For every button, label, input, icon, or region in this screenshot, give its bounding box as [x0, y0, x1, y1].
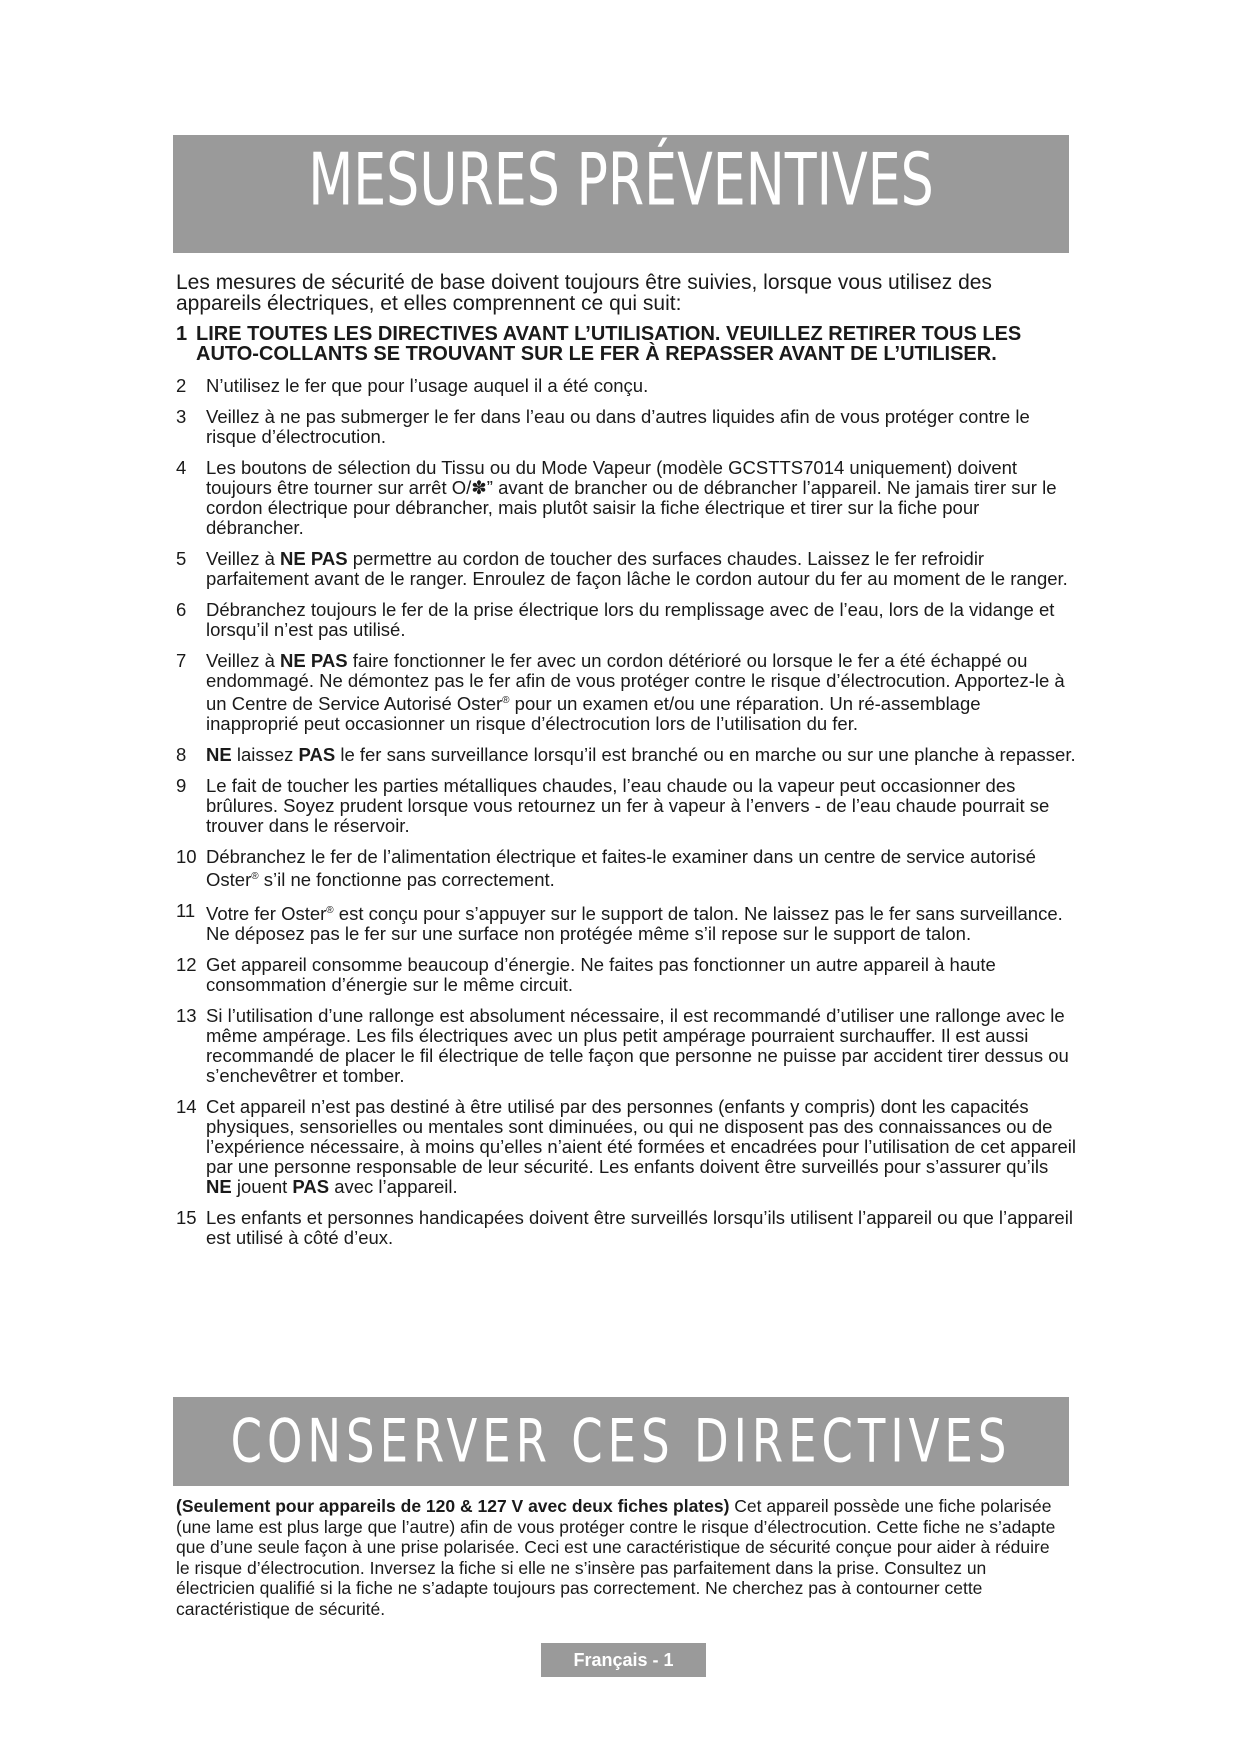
item-number: 15	[176, 1207, 197, 1229]
item-text: Veillez à	[206, 548, 281, 569]
item-text: est conçu pour s’appuyer sur le support de talon. Ne laissez pas le fer sans surveillance. Ne déposez pas le fer sur une surface non protégée même s’il repose sur le support de talon.	[206, 903, 1063, 945]
item-number: 11	[176, 900, 196, 922]
item-number: 3	[176, 406, 187, 427]
list-item	[176, 651, 1076, 734]
item-emphasis: PAS	[292, 1176, 330, 1198]
item-number: 6	[176, 599, 187, 620]
item-emphasis: NE	[206, 744, 232, 766]
item-text: jouent	[231, 1176, 293, 1198]
item-emphasis: NE	[206, 1176, 232, 1198]
item-text: Veillez à	[206, 650, 281, 671]
note-text: Cet appareil possède une fiche polarisée (une lame est plus large que l’autre) afin de vous protéger contre le risque d’électrocution. Cette fiche ne s’adapte que d’une seule façon à une prise polarisée. Ceci est une caractéristique de sécurité conçue pour aider à réduire le risque d’électrocution. Inversez la fiche si elle ne s’insère pas parfaitement dans la prise. Consultez un électricien qualifié si la fiche ne s’adapte toujours pas correctement. Ne cherchez pas à contourner cette caractéristique de sécurité.	[176, 1496, 1056, 1619]
intro-text: Les mesures de sécurité de base doivent toujours être suivies, lorsque vous utilisez des appareils électriques, et elles comprennent ce qui suit:	[176, 271, 992, 315]
page-number-badge: Français - 1	[541, 1643, 706, 1677]
registered-mark: ®	[502, 695, 510, 706]
item-text: Si l’utilisation d’une rallonge est absolument nécessaire, il est recommandé d’utiliser une rallonge avec le même ampérage. Les fils électriques avec un plus petit ampérage pourraient surchauffer. Il est aussi recommandé de placer le fil électrique de telle façon que personne ne puisse par accident tirer dessus ou s’enchevêtrer et tomber.	[206, 1005, 1069, 1087]
list-item	[176, 458, 1076, 538]
registered-mark: ®	[251, 871, 259, 883]
item-number: 10	[176, 846, 197, 868]
list-item	[176, 955, 1076, 995]
item-text: Débranchez toujours le fer de la prise électrique lors du remplissage avec de l’eau, lors de la vidange et lorsqu’il n’est pas utilisé.	[206, 599, 1055, 640]
item-number: 5	[176, 548, 187, 569]
item-number: 2	[176, 375, 187, 396]
list-item	[176, 847, 1076, 890]
save-directives-title: CONSERVER CES DIRECTIVES	[230, 1406, 1012, 1476]
item-number: 1	[176, 323, 188, 345]
item-text: permettre au cordon de toucher des surfaces chaudes. Laissez le fer refroidir parfaitement avant de le ranger. Enroulez de façon lâche le cordon autour du fer au moment de le ranger.	[206, 548, 1068, 589]
item-text: Les boutons de sélection du Tissu ou du Mode Vapeur (modèle GCSTTS7014 uniquement) doivent toujours être tourner sur arrêt O/	[206, 457, 1018, 498]
list-item	[176, 407, 1076, 447]
list-item	[176, 745, 1076, 765]
note-heading: (Seulement pour appareils de 120 & 127 V avec deux fiches plates)	[176, 1496, 730, 1516]
item-number: 9	[176, 775, 187, 797]
title-banner	[173, 135, 1069, 253]
item-text: N’utilisez le fer que pour l’usage auquel il a été conçu.	[206, 375, 649, 396]
registered-mark: ®	[326, 905, 334, 917]
item-number: 12	[176, 954, 197, 976]
save-directives-banner	[173, 1397, 1069, 1486]
item-text: le fer sans surveillance lorsqu’il est branché ou en marche ou sur une planche à repasser.	[335, 744, 1076, 766]
polarized-plug-note	[176, 1496, 1056, 1619]
list-item	[176, 324, 1076, 364]
list-item	[176, 1208, 1076, 1248]
list-item	[176, 600, 1076, 640]
item-text: Les enfants et personnes handicapées doivent être surveillés lorsqu’ils utilisent l’appareil ou que l’appareil est utilisé à côté d’eux.	[206, 1207, 1073, 1249]
item-text: Cet appareil n’est pas destiné à être utilisé par des personnes (enfants y compris) dont les capacités physiques, sensorielles ou mentales sont diminuées, ou qui ne disposent pas des connaissances ou de l’expérience nécessaire, à moins qu’elles n’aient été formées et encadrées pour l’utilisation de cet appareil par une personne responsable de leur sécurité. Les enfants doivent être surveillés pour s’assurer qu’ils	[206, 1096, 1076, 1178]
item-text: Get appareil consomme beaucoup d’énergie. Ne faites pas fonctionner un autre appareil à haute consommation d’énergie sur le même circuit.	[206, 954, 996, 996]
item-text: ” avant de brancher ou de débrancher l’appareil. Ne jamais tirer sur le cordon électrique pour débrancher, mais plutôt saisir la fiche électrique et tirer sur la fiche pour débrancher.	[206, 477, 1057, 538]
item-number: 14	[176, 1096, 197, 1118]
item-number: 13	[176, 1005, 197, 1027]
item-text: pour un examen et/ou une réparation. Un ré-assemblage inapproprié peut occasionner un risque d’électrocution lors de l’utilisation du fer.	[206, 693, 981, 735]
list-item	[176, 776, 1076, 836]
list-item	[176, 376, 1076, 396]
item-text: Votre fer Oster	[206, 903, 327, 925]
item-emphasis: PAS	[298, 744, 336, 766]
item-text: LIRE TOUTES LES DIRECTIVES AVANT L’UTILISATION. VEUILLEZ RETIRER TOUS LES AUTO-COLLANTS SE TROUVANT SUR LE FER À REPASSER AVANT DE L’UTILISER.	[196, 323, 1022, 365]
item-emphasis: NE PAS	[280, 548, 348, 569]
item-text: faire fonctionner le fer avec un cordon détérioré ou lorsque le fer a été échappé ou endommagé. Ne démontez pas le fer afin de vous protéger contre le risque d’électrocution. Apportez-le à un Centre de Service Autorisé Oster	[206, 650, 1065, 715]
item-text: Débranchez le fer de l’alimentation électrique et faites-le examiner dans un centre de service autorisé Oster	[206, 846, 1036, 891]
list-item	[176, 901, 1076, 944]
item-text: avec l’appareil.	[329, 1176, 458, 1198]
item-emphasis: NE PAS	[280, 650, 348, 671]
list-item	[176, 1097, 1076, 1197]
item-number: 4	[176, 457, 187, 478]
off-symbol-icon: ✽	[471, 477, 487, 498]
safety-content	[176, 272, 1076, 1259]
item-number: 7	[176, 650, 187, 671]
list-item	[176, 549, 1076, 589]
item-number: 8	[176, 744, 187, 766]
item-text: s’il ne fonctionne pas correctement.	[258, 869, 555, 891]
item-text: Le fait de toucher les parties métalliques chaudes, l’eau chaude ou la vapeur peut occasionner des brûlures. Soyez prudent lorsque vous retournez un fer à vapeur à l’envers - de l’eau chaude pourrait se trouver dans le réservoir.	[206, 775, 1050, 837]
item-text: Veillez à ne pas submerger le fer dans l’eau ou dans d’autres liquides afin de vous protéger contre le risque d’électrocution.	[206, 406, 1030, 447]
list-item	[176, 1006, 1076, 1086]
item-text: laissez	[231, 744, 299, 766]
page-title: MESURES PRÉVENTIVES	[308, 136, 934, 222]
